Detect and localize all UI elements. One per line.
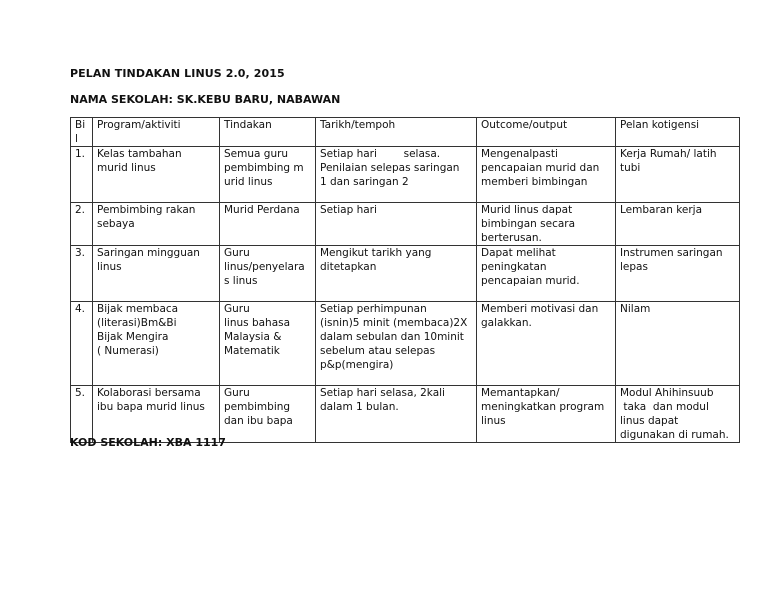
school-code-line: KOD SEKOLAH: XBA 1117	[70, 436, 226, 449]
table-row	[71, 386, 740, 443]
header-cell-outcome: Outcome/output	[477, 118, 616, 147]
table-row	[71, 246, 740, 302]
table-cell: 3.	[71, 246, 93, 302]
table-header-row	[71, 118, 740, 147]
table-cell: Kerja Rumah/ latih tubi	[616, 147, 740, 203]
table-cell: Bijak membaca (literasi)Bm&Bi Bijak Mengira ( Numerasi)	[93, 302, 220, 386]
table-cell: 4.	[71, 302, 93, 386]
table-cell: Semua guru pembimbing m urid linus	[220, 147, 316, 203]
document-title: PELAN TINDAKAN LINUS 2.0, 2015	[70, 67, 285, 80]
table-cell: 2.	[71, 203, 93, 246]
table-cell: 1.	[71, 147, 93, 203]
table-cell: Setiap hari selasa, 2kali dalam 1 bulan.	[316, 386, 477, 443]
table-cell: Mengenalpasti pencapaian murid dan memberi bimbingan	[477, 147, 616, 203]
table-cell: Guru linus/penyelara s linus	[220, 246, 316, 302]
header-cell-tarikh: Tarikh/tempoh	[316, 118, 477, 147]
table-cell: Guru linus bahasa Malaysia & Matematik	[220, 302, 316, 386]
table-cell: Setiap hari selasa. Penilaian selepas saringan 1 dan saringan 2	[316, 147, 477, 203]
table-cell: Murid Perdana	[220, 203, 316, 246]
table-row	[71, 203, 740, 246]
table-cell: Murid linus dapat bimbingan secara berterusan.	[477, 203, 616, 246]
table-cell: Dapat melihat peningkatan pencapaian murid.	[477, 246, 616, 302]
action-plan-table	[70, 117, 740, 443]
table-cell: Setiap hari	[316, 203, 477, 246]
table-cell: Memberi motivasi dan galakkan.	[477, 302, 616, 386]
table-cell: Guru pembimbing dan ibu bapa	[220, 386, 316, 443]
table-cell: Instrumen saringan lepas	[616, 246, 740, 302]
school-name-line: NAMA SEKOLAH: SK.KEBU BARU, NABAWAN	[70, 93, 341, 106]
header-cell-program: Program/aktiviti	[93, 118, 220, 147]
header-cell-tindakan: Tindakan	[220, 118, 316, 147]
header-cell-kotigensi: Pelan kotigensi	[616, 118, 740, 147]
table-cell: Nilam	[616, 302, 740, 386]
table-cell: Modul Ahihinsuub taka dan modul linus dapat digunakan di rumah.	[616, 386, 740, 443]
table-cell: Pembimbing rakan sebaya	[93, 203, 220, 246]
table-row	[71, 147, 740, 203]
table-cell: 5.	[71, 386, 93, 443]
header-cell-bil: Bi l	[71, 118, 93, 147]
table-cell: Mengikut tarikh yang ditetapkan	[316, 246, 477, 302]
table-row	[71, 302, 740, 386]
table-cell: Kolaborasi bersama ibu bapa murid linus	[93, 386, 220, 443]
table-cell: Lembaran kerja	[616, 203, 740, 246]
table-cell: Setiap perhimpunan (isnin)5 minit (membaca)2X dalam sebulan dan 10minit sebelum atau selepas p&p(mengira)	[316, 302, 477, 386]
table-cell: Saringan mingguan linus	[93, 246, 220, 302]
table-cell: Kelas tambahan murid linus	[93, 147, 220, 203]
table-cell: Memantapkan/ meningkatkan program linus	[477, 386, 616, 443]
